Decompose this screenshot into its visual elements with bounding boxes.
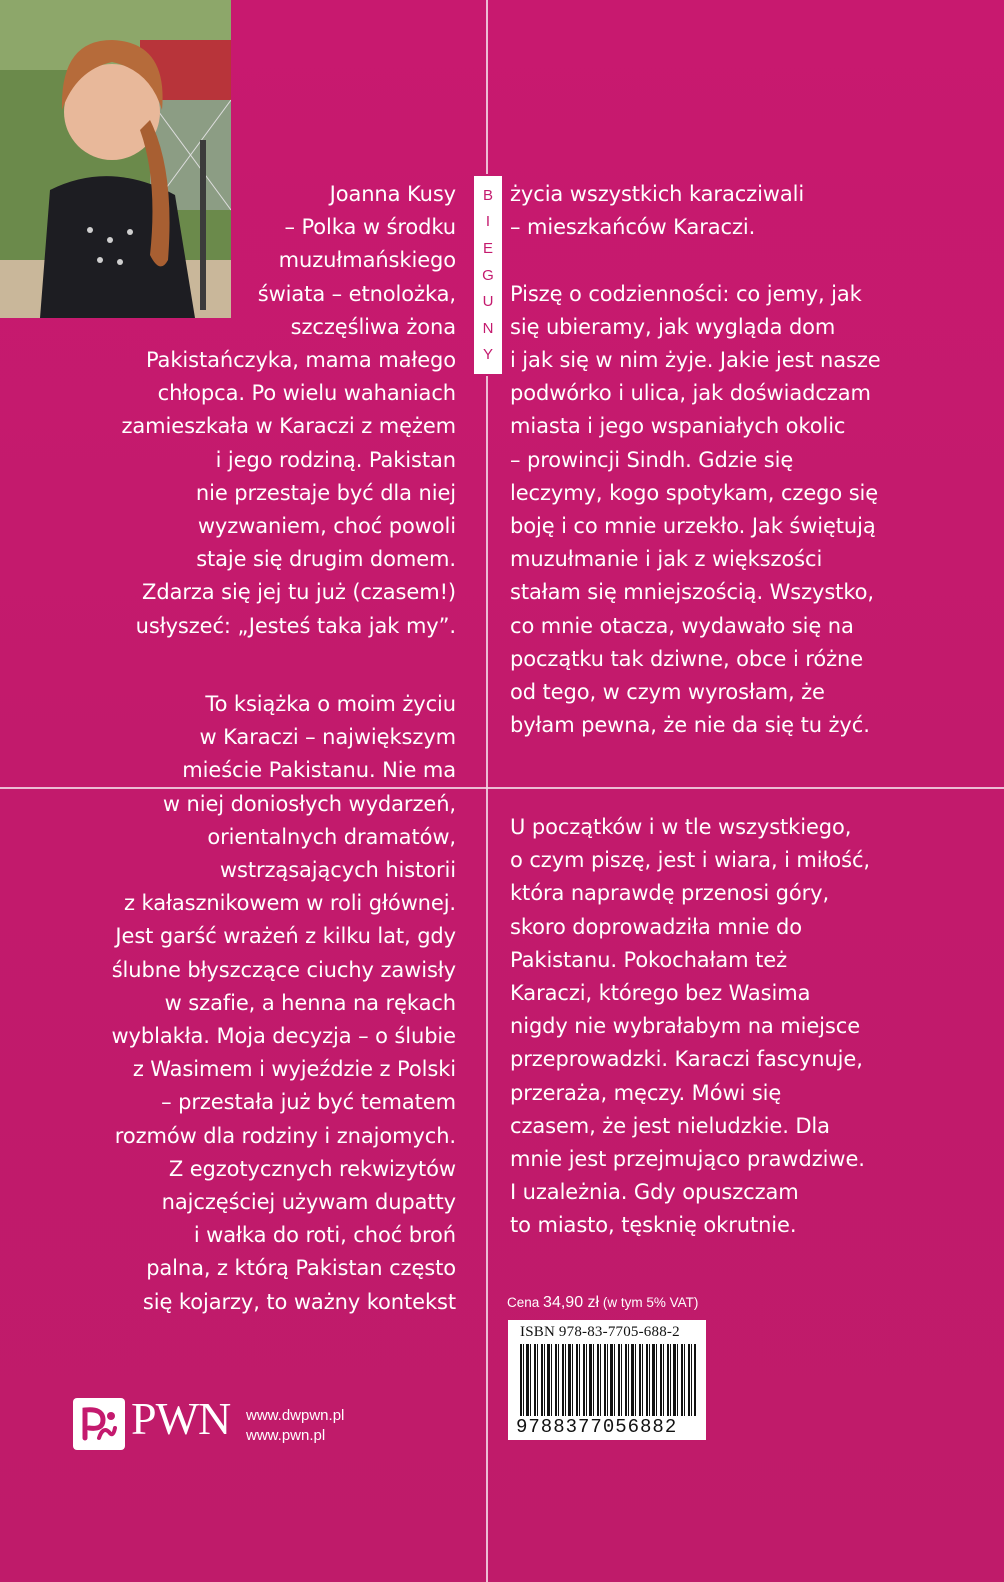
text-line: Pakistanu. Pokochałam też <box>510 947 787 972</box>
publisher-name: PWN <box>131 1393 231 1444</box>
isbn-text: ISBN 978-83-7705-688-2 <box>520 1324 680 1340</box>
publisher-url-1[interactable]: www.dwpwn.pl <box>246 1407 345 1424</box>
text-line: i wałka do roti, choć broń <box>193 1223 456 1248</box>
main-left-text <box>20 688 456 1319</box>
text-line: początku tak dziwne, obce i różne <box>510 646 864 671</box>
text-line: przeraża, męczy. Mówi się <box>510 1080 782 1105</box>
text-line: miasta i jego wspaniałych okolic <box>510 414 846 439</box>
text-line: się ubieramy, jak wygląda dom <box>510 314 836 339</box>
text-line: byłam pewna, że nie da się tu żyć. <box>510 713 870 738</box>
text-line: życia wszystkich karacziwali <box>510 182 805 206</box>
text-line: Pakistańczyka, mama małego <box>145 348 456 373</box>
text-line: Joanna Kusy <box>329 182 456 206</box>
text-line: Z egzotycznych rekwizytów <box>168 1156 456 1181</box>
text-line: muzułmańskiego <box>278 248 456 273</box>
series-letter: I <box>485 213 491 231</box>
text-line: boję i co mnie urzekło. Jak świętują <box>510 514 876 539</box>
text-line: Karaczi, którego bez Wasima <box>510 981 811 1006</box>
text-line: się kojarzy, to ważny kontekst <box>142 1289 456 1314</box>
text-line: to miasto, tęsknię okrutnie. <box>510 1213 797 1238</box>
text-line: szczęśliwa żona <box>290 314 456 339</box>
text-line: która naprawdę przenosi góry, <box>510 881 830 906</box>
series-letter: U <box>482 293 494 311</box>
text-line: od tego, w czym wyrosłam, że <box>510 680 825 705</box>
text-line: wstrząsających historii <box>219 858 456 883</box>
text-line: czasem, że jest nieludzkie. Dla <box>510 1113 830 1138</box>
text-line: muzułmanie i jak z większości <box>510 547 823 572</box>
text-line: rozmów dla rodziny i znajomych. <box>114 1123 456 1148</box>
text-line: wyzwaniem, choć powoli <box>197 514 456 539</box>
text-line: leczymy, kogo spotykam, czego się <box>510 480 879 505</box>
series-letter: N <box>482 319 494 337</box>
price-vat: (w tym 5% VAT) <box>602 1295 699 1310</box>
series-letter: E <box>482 239 493 257</box>
text-line: To książka o moim życiu <box>205 692 456 716</box>
text-line: i jak się w nim żyje. Jakie jest nasze <box>510 348 881 373</box>
text-line: U początków i w tle wszystkiego, <box>510 815 852 839</box>
price-label <box>507 1294 698 1312</box>
text-line: mnie jest przejmująco prawdziwe. <box>510 1147 865 1172</box>
text-line: z kałasznikowem w roli głównej. <box>124 891 456 916</box>
text-line: najczęściej używam dupatty <box>161 1190 456 1215</box>
series-letter: Y <box>482 346 493 364</box>
publisher-urls <box>246 1406 344 1446</box>
text-line: w Karaczi – największym <box>199 725 456 750</box>
text-line: świata – etnolożka, <box>257 281 456 306</box>
text-line: i jego rodziną. Pakistan <box>215 447 456 472</box>
text-line: Zdarza się jej tu już (czasem!) <box>142 580 456 605</box>
series-label-bieguny <box>472 174 504 376</box>
text-line: stałam się mniejszością. Wszystko, <box>510 580 874 605</box>
text-line: Jest garść wrażeń z kilku lat, gdy <box>115 924 456 949</box>
isbn-barcode <box>508 1320 706 1440</box>
text-line: w niej doniosłych wydarzeń, <box>162 791 456 816</box>
series-letter: B <box>482 186 493 204</box>
text-line: przeprowadzki. Karaczi fascynuje, <box>510 1047 863 1072</box>
text-line: podwórko i ulica, jak doświadczam <box>510 381 871 406</box>
series-letter: G <box>482 266 494 284</box>
barcode-bars <box>520 1344 696 1416</box>
text-line: nigdy nie wybrałabym na miejsce <box>510 1014 861 1039</box>
price-amount: 34,90 zł <box>543 1294 600 1311</box>
text-line: – przestała już być tematem <box>161 1090 456 1115</box>
text-line: palna, z którą Pakistan często <box>146 1256 456 1281</box>
author-bio <box>20 178 456 643</box>
text-line: o czym piszę, jest i wiara, i miłość, <box>510 848 870 873</box>
text-line: – mieszkańców Karaczi. <box>510 215 756 240</box>
text-line: ślubne błyszczące ciuchy zawisły <box>111 957 456 982</box>
text-line: staje się drugim domem. <box>196 547 456 572</box>
text-line: skoro doprowadziła mnie do <box>510 914 802 939</box>
text-line: wyblakła. Moja decyzja – o ślubie <box>111 1024 456 1049</box>
top-right-text <box>510 178 990 742</box>
text-line: I uzależnia. Gdy opuszczam <box>510 1180 799 1205</box>
text-line: nie przestaje być dla niej <box>195 480 456 505</box>
pwn-logo-icon <box>73 1398 125 1450</box>
text-line: Piszę o codzienności: co jemy, jak <box>510 281 862 306</box>
text-line: usłyszeć: „Jesteś taka jak my”. <box>135 613 456 638</box>
text-line: w szafie, a henna na rękach <box>164 990 456 1015</box>
text-line <box>510 244 990 277</box>
text-line: – Polka w środku <box>284 215 456 240</box>
text-line: chłopca. Po wielu wahaniach <box>157 381 456 406</box>
ean-digits: 9788377056882 <box>516 1416 678 1438</box>
publisher-url-2[interactable]: www.pwn.pl <box>246 1427 326 1444</box>
bottom-right-text <box>510 811 990 1243</box>
text-line: z Wasimem i wyjeździe z Polski <box>132 1057 456 1082</box>
text-line: zamieszkała w Karaczi z mężem <box>121 414 456 439</box>
price-caption: Cena <box>507 1295 540 1310</box>
text-line: co mnie otacza, wydawało się na <box>510 613 854 638</box>
text-line: – prowincji Sindh. Gdzie się <box>510 447 794 472</box>
text-line: mieście Pakistanu. Nie ma <box>182 758 456 783</box>
text-line: orientalnych dramatów, <box>207 824 456 849</box>
